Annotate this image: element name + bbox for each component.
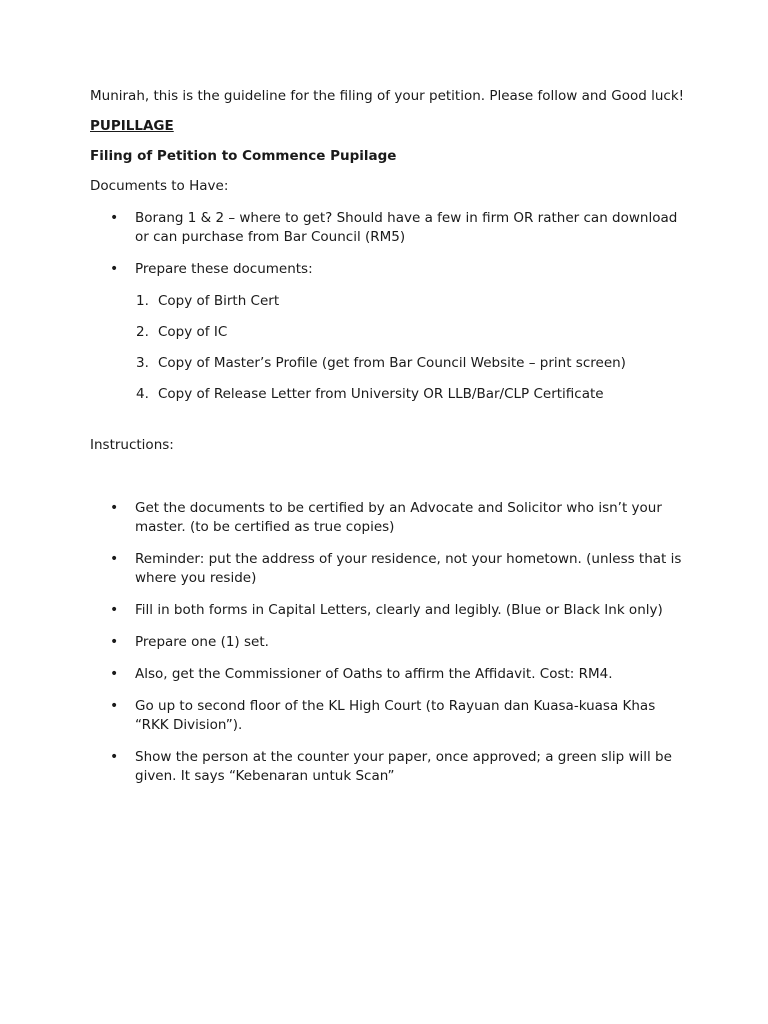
bullet-icon: • xyxy=(110,210,119,226)
list-item xyxy=(90,260,690,279)
list-item-text: Prepare one (1) set. xyxy=(135,634,269,650)
list-item xyxy=(90,209,690,247)
item-text: Copy of Birth Cert xyxy=(158,293,280,309)
numbered-item xyxy=(90,385,690,404)
item-text: Copy of IC xyxy=(158,324,228,340)
list-item xyxy=(90,499,690,537)
bullet-icon: • xyxy=(110,698,119,714)
bullet-icon: • xyxy=(110,551,119,567)
numbered-item xyxy=(90,354,690,373)
bullet-icon: • xyxy=(110,261,119,277)
list-item-text: Go up to second floor of the KL High Court (to Rayuan dan Kuasa-kuasa Khas “RKK Division”). xyxy=(135,698,656,733)
item-number: 4. xyxy=(136,386,149,402)
item-text: Copy of Master’s Profile (get from Bar Council Website – print screen) xyxy=(158,355,626,371)
bullet-icon: • xyxy=(110,602,119,618)
bullet-icon: • xyxy=(110,500,119,516)
numbered-item xyxy=(90,292,690,311)
list-item-text: Get the documents to be certified by an Advocate and Solicitor who isn’t your master. (to be certified as true copies) xyxy=(135,500,662,535)
bullet-icon: • xyxy=(110,666,119,682)
list-item-text: Reminder: put the address of your residence, not your hometown. (unless that is where you reside) xyxy=(135,551,682,586)
list-item-text: Fill in both forms in Capital Letters, clearly and legibly. (Blue or Black Ink only) xyxy=(135,602,663,618)
item-text: Copy of Release Letter from University OR LLB/Bar/CLP Certificate xyxy=(158,386,604,402)
section-heading-pupillage: PUPILLAGE xyxy=(90,118,174,134)
list-item xyxy=(90,633,690,652)
bullet-icon: • xyxy=(110,749,119,765)
list-item-text: Show the person at the counter your paper, once approved; a green slip will be given. It says “Kebenaran untuk Scan” xyxy=(135,749,672,784)
list-item xyxy=(90,601,690,620)
instructions-label: Instructions: xyxy=(90,437,174,453)
bullet-icon: • xyxy=(110,634,119,650)
list-item xyxy=(90,665,690,684)
list-item xyxy=(90,748,690,786)
list-item-text: Borang 1 & 2 – where to get? Should have a few in firm OR rather can download or can purchase from Bar Council (RM5) xyxy=(135,210,678,245)
documents-numbered-list xyxy=(90,292,690,404)
numbered-item xyxy=(90,323,690,342)
intro-paragraph: Munirah, this is the guideline for the filing of your petition. Please follow and Good luck! xyxy=(90,88,685,104)
item-number: 1. xyxy=(136,293,149,309)
documents-label: Documents to Have: xyxy=(90,178,229,194)
list-item-text: Prepare these documents: xyxy=(135,261,313,277)
list-item-text: Also, get the Commissioner of Oaths to affirm the Affidavit. Cost: RM4. xyxy=(135,666,613,682)
document-subtitle: Filing of Petition to Commence Pupilage xyxy=(90,148,397,164)
list-item xyxy=(90,550,690,588)
item-number: 3. xyxy=(136,355,149,371)
documents-bullet-list xyxy=(90,209,690,279)
instructions-bullet-list xyxy=(90,499,690,786)
item-number: 2. xyxy=(136,324,149,340)
document-page xyxy=(90,87,690,799)
list-item xyxy=(90,697,690,735)
